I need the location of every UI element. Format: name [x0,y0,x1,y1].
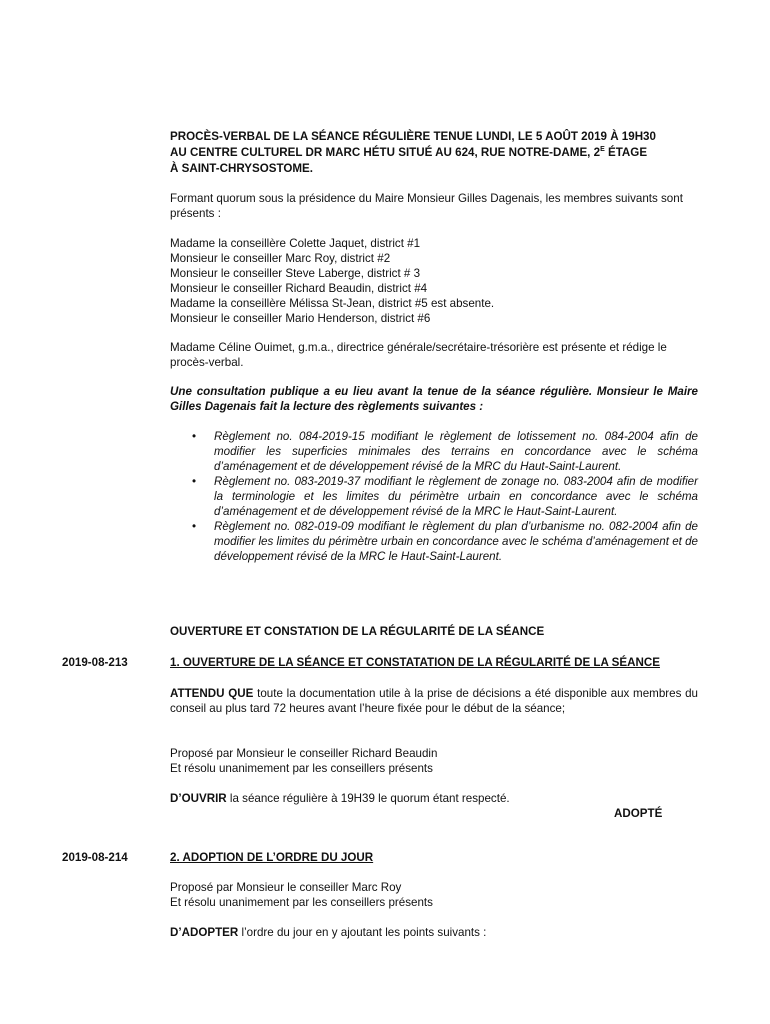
ouvrir-label: D’OUVRIR [170,792,227,805]
quorum-paragraph: Formant quorum sous la présidence du Maire Monsieur Gilles Dagenais, les membres suivants sont présents : [170,192,683,220]
title-line-3: À SAINT-CHRYSOSTOME. [170,162,314,175]
proposer-line: Proposé par Monsieur le conseiller Richard Beaudin [170,747,438,760]
attendu-label: ATTENDU QUE [170,687,254,700]
title-line-2: AU CENTRE CULTUREL DR MARC HÉTU SITUÉ AU 624, RUE NOTRE-DAME, $2^E$ ÉTAGE [170,146,648,159]
title-line-1: PROCÈS-VERBAL DE LA SÉANCE RÉGULIÈRE TENUE LUNDI, LE 5 AOÛT 2019 À 19H30 [170,130,656,143]
attendu-paragraph: ATTENDU QUE toute la documentation utile à la prise de décisions a été disponible aux membres du conseil au plus tard 72 heures avant l’heure fixée pour le début de la séance; [170,687,698,715]
resolution-title: 2. ADOPTION DE L’ORDRE DU JOUR [170,851,374,864]
bullet-icon: • [192,475,197,488]
ouvrir-paragraph: D’OUVRIR la séance régulière à 19H39 le quorum étant respecté. [170,792,510,805]
proposer-line: Proposé par Monsieur le conseiller Marc Roy [170,881,402,894]
member-item: Madame la conseillère Colette Jaquet, district #1 [170,237,421,250]
section-heading: OUVERTURE ET CONSTATION DE LA RÉGULARITÉ DE LA SÉANCE [170,625,545,638]
director-paragraph: Madame Céline Ouimet, g.m.a., directrice générale/secrétaire-trésorière est présente et rédige le procès-verbal. [170,341,667,369]
member-item: Monsieur le conseiller Richard Beaudin, district #4 [170,282,428,295]
reglement-item: • Règlement no. 084-2019-15 modifiant le règlement de lotissement no. 084-2004 afin de modifier les superficies minimales des terrains en concordance avec le schéma d’aménagement et de développement révisé de la MRC du Haut-Saint-Laurent. [192,430,698,473]
reglements-list [170,429,698,564]
adopter-paragraph: D’ADOPTER l’ordre du jour en y ajoutant les points suivants : [170,926,487,939]
members-list [170,236,698,326]
member-item: Madame la conseillère Mélissa St-Jean, district #5 est absente. [170,297,495,310]
resolution-number: 2019-08-213 [62,656,128,669]
member-item: Monsieur le conseiller Mario Henderson, district #6 [170,312,431,325]
proposal-block [170,746,698,776]
adopter-label: D’ADOPTER [170,926,239,939]
proposal-block [170,880,698,910]
member-item: Monsieur le conseiller Marc Roy, district #2 [170,252,391,265]
reglement-item: • Règlement no. 082-019-09 modifiant le règlement du plan d’urbanisme no. 082-2004 afin de modifier les limites du périmètre urbain en concordance avec le schéma d’aménagement et de développement révisé de la MRC le Haut-Saint-Laurent. [192,520,698,563]
bullet-icon: • [192,430,197,443]
reglement-item: • Règlement no. 083-2019-37 modifiant le règlement de zonage no. 083-2004 afin de modifier la terminologie et les limites du périmètre urbain en concordance avec le schéma d’aménagement et de développement révisé de la MRC le Haut-Saint-Laurent. [192,475,698,518]
adopted-label: ADOPTÉ [614,807,663,820]
consultation-paragraph: Une consultation publique a eu lieu avant la tenue de la séance régulière. Monsieur le Maire Gilles Dagenais fait la lecture des règlements suivantes : [170,385,698,413]
resolution-number: 2019-08-214 [62,851,128,864]
resolved-line: Et résolu unanimement par les conseillers présents [170,896,433,909]
member-item: Monsieur le conseiller Steve Laberge, district # 3 [170,267,421,280]
document-title [170,129,698,177]
bullet-icon: • [192,520,197,533]
resolved-line: Et résolu unanimement par les conseillers présents [170,762,433,775]
resolution-title: 1. OUVERTURE DE LA SÉANCE ET CONSTATATION DE LA RÉGULARITÉ DE LA SÉANCE [170,656,660,669]
